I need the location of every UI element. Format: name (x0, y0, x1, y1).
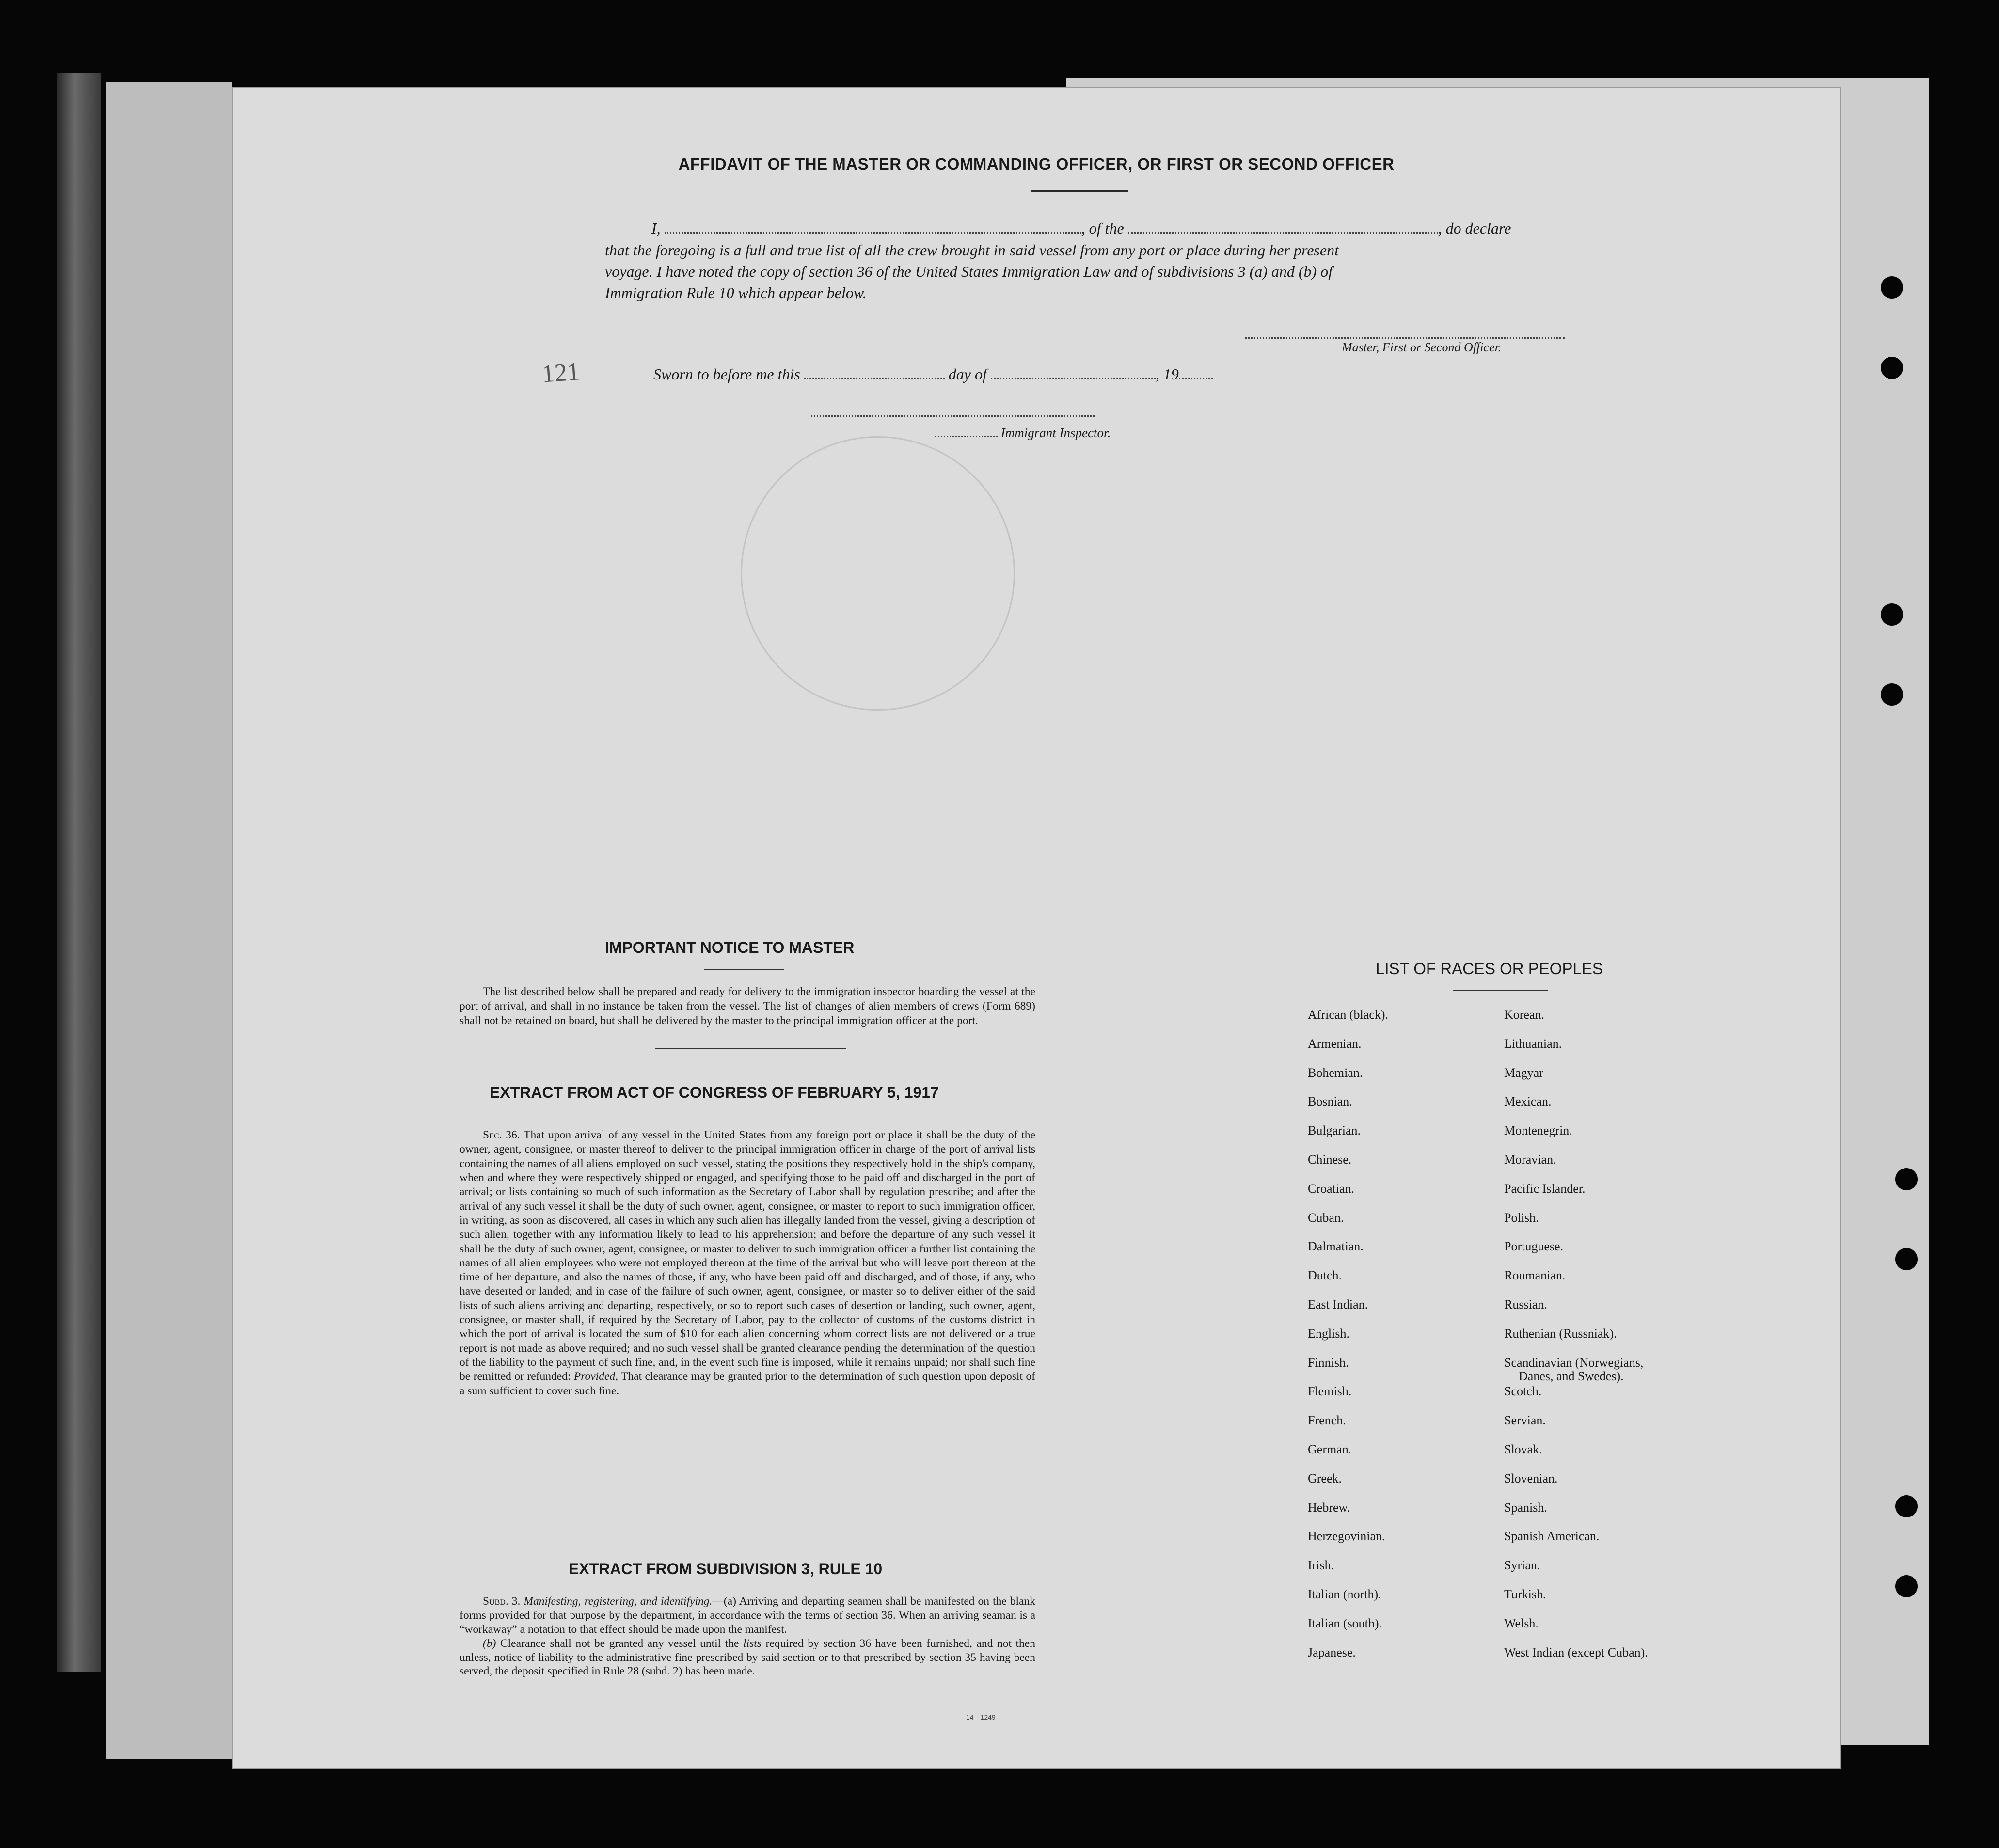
affidavit-line-1 (651, 220, 1511, 237)
form-number: 14—1249 (966, 1713, 996, 1721)
race-item: Dutch. (1308, 1268, 1342, 1283)
race-item: Servian. (1504, 1413, 1546, 1428)
race-item: Flemish. (1308, 1384, 1352, 1399)
notice-rule (704, 969, 784, 970)
binder-hole (1881, 683, 1903, 706)
notice-paragraph: The list described below shall be prepared and ready for delivery to the immigration inspector boarding the vessel at the port of arrival, and shall in no instance be taken from the vessel. The list of changes of alien members of crews (Form 689) shall not be retained on board, but shall be delivered by the master to the principal immigration officer at the port. (460, 985, 1035, 1027)
race-item: Armenian. (1308, 1036, 1362, 1051)
rule-paragraph-a (460, 1595, 1035, 1637)
race-item: Hebrew. (1308, 1500, 1350, 1515)
section-rule-1 (655, 1048, 846, 1049)
race-item: Scotch. (1504, 1384, 1542, 1399)
act-sec-label: Sec. 36. (483, 1129, 520, 1141)
master-signature-line[interactable] (1245, 337, 1565, 339)
act-paragraph (460, 1128, 1035, 1398)
vessel-name-field[interactable] (1128, 222, 1438, 234)
race-item: Russian. (1504, 1297, 1547, 1311)
binder-hole (1895, 1248, 1918, 1270)
affidavit-line-2: that the foregoing is a full and true list of all the crew brought in said vessel from any port or place during her present (605, 241, 1339, 259)
race-item: Herzegovinian. (1308, 1529, 1385, 1544)
inspector-line (935, 426, 1111, 441)
race-item: Welsh. (1504, 1616, 1539, 1630)
title-rule (1031, 190, 1128, 192)
rule-paragraph-b (460, 1637, 1035, 1679)
film-edge (57, 73, 101, 1672)
rule-a-text: Arriving and departing seamen shall be manifested on the blank forms provided for that purpose by the department, in accordance with the terms of section 36. When an arriving seaman is a “workaway” a notation to that effect should be made upon the manifest. (460, 1595, 1036, 1636)
act-body-end: That clearance may be granted prior to the determination of such question upon deposit of a sum sufficient to cover such fine. (460, 1370, 1035, 1397)
race-item: Croatian. (1308, 1181, 1355, 1196)
notice-text (460, 985, 1035, 1028)
race-item: Magyar (1504, 1065, 1543, 1080)
race-item: Bohemian. (1308, 1065, 1363, 1080)
inspector-label: Immigrant Inspector. (1000, 426, 1111, 440)
race-item: Slovak. (1504, 1442, 1542, 1456)
race-item: Bulgarian. (1308, 1123, 1361, 1138)
rule-title: EXTRACT FROM SUBDIVISION 3, RULE 10 (569, 1560, 883, 1578)
race-item: Chinese. (1308, 1153, 1352, 1167)
race-item: Turkish. (1504, 1587, 1546, 1601)
race-item: Ruthenian (Russniak). (1504, 1326, 1617, 1341)
race-item: Irish. (1308, 1558, 1334, 1573)
race-item: English. (1308, 1326, 1349, 1341)
race-item: Spanish American. (1504, 1529, 1600, 1544)
race-item: Lithuanian. (1504, 1036, 1562, 1051)
rule-b-text-1: Clearance shall not be granted any vessel until the (500, 1637, 739, 1650)
race-item: Mexican. (1504, 1094, 1552, 1109)
document-page (232, 87, 1841, 1769)
race-item: Syrian. (1504, 1558, 1540, 1573)
race-item: Japanese. (1308, 1645, 1356, 1659)
inspector-dots (935, 426, 998, 437)
race-item: Dalmatian. (1308, 1239, 1364, 1254)
act-provided: Provided, (573, 1370, 619, 1383)
day-of-label: day of (948, 365, 987, 383)
binder-hole (1881, 603, 1903, 626)
race-item: Spanish. (1504, 1500, 1547, 1515)
binder-hole (1895, 1575, 1918, 1597)
race-item: Moravian. (1504, 1153, 1556, 1167)
affiant-label: I, (651, 220, 661, 237)
affidavit-line-4: Immigration Rule 10 which appear below. (605, 284, 867, 301)
binder-hole (1881, 357, 1903, 379)
race-item: Italian (south). (1308, 1616, 1382, 1630)
rule-b-label: (b) (483, 1637, 496, 1650)
binder-hole (1895, 1168, 1918, 1190)
of-the-label: , of the (1081, 220, 1124, 237)
notice-title: IMPORTANT NOTICE TO MASTER (605, 939, 855, 956)
rule-a-label: —(a) (712, 1595, 736, 1608)
year-label: , 19 (1155, 365, 1179, 383)
race-item: Italian (north). (1308, 1587, 1381, 1601)
rule-text (460, 1595, 1035, 1678)
race-item: Bosnian. (1308, 1094, 1352, 1109)
race-item: Finnish. (1308, 1355, 1349, 1370)
race-item: Montenegrin. (1504, 1123, 1572, 1138)
binder-hole (1895, 1495, 1918, 1517)
faded-stamp (741, 436, 1015, 711)
races-title: LIST OF RACES OR PEOPLES (1376, 960, 1603, 978)
sworn-year-field[interactable] (1179, 368, 1213, 379)
rule-b-lists: lists (743, 1637, 762, 1650)
declare-label: , do declare (1438, 220, 1511, 237)
race-item: Roumanian. (1504, 1268, 1566, 1283)
rule-subd-label: Subd. 3. (483, 1595, 521, 1608)
inspector-signature-line[interactable] (811, 415, 1095, 417)
sworn-label: Sworn to before me this (653, 365, 800, 383)
race-item: Greek. (1308, 1471, 1342, 1485)
race-item: German. (1308, 1442, 1352, 1456)
sworn-line (653, 365, 1213, 383)
race-item: French. (1308, 1413, 1346, 1428)
rule-subd-heading: Manifesting, registering, and identifying. (524, 1595, 713, 1608)
act-text (460, 1128, 1035, 1398)
rule-b-text-2: required by section 36 have been furnished, and not then unless, notice of liability to the administrative fine prescribed by said section or to that prescribed by section 35 having been served, the deposit specified in Rule 28 (subd. 2) has been made. (460, 1637, 1035, 1678)
sworn-month-field[interactable] (991, 368, 1156, 379)
race-item: Danes, and Swedes). (1519, 1369, 1624, 1383)
races-rule (1453, 990, 1548, 991)
race-item: Portuguese. (1504, 1239, 1564, 1254)
underlying-page-edge (106, 82, 232, 1759)
act-title: EXTRACT FROM ACT OF CONGRESS OF FEBRUARY 5, 1917 (490, 1084, 939, 1101)
race-item: Korean. (1504, 1008, 1545, 1022)
race-item: East Indian. (1308, 1297, 1368, 1311)
affiant-name-field[interactable] (665, 222, 1081, 234)
affidavit-title: AFFIDAVIT OF THE MASTER OR COMMANDING OFFICER, OR FIRST OR SECOND OFFICER (678, 155, 1395, 173)
master-signature-label: Master, First or Second Officer. (1342, 340, 1502, 354)
affidavit-line-3: voyage. I have noted the copy of section 36 of the United States Immigration Law and of subdivisions 3 (a) and (b) of (605, 263, 1333, 280)
race-item: Cuban. (1308, 1210, 1344, 1225)
race-item: Slovenian. (1504, 1471, 1558, 1485)
binder-hole (1881, 276, 1903, 299)
race-item: West Indian (except Cuban). (1504, 1645, 1648, 1659)
race-item: Polish. (1504, 1210, 1539, 1225)
race-item: Scandinavian (Norwegians, (1504, 1355, 1644, 1370)
handwritten-page-number: 121 (541, 358, 581, 388)
act-body: That upon arrival of any vessel in the United States from any foreign port or place it shall be the duty of the owner, agent, consignee, or master thereof to deliver to the principal immigration officer in charge of the port of arrival lists containing the names of all aliens employed on such vessel, stating the positions they respectively hold in the ship's company, when and where they were respectively shipped or engaged, and specifying those to be paid off and discharged in the port of arrival; or lists containing so much of such information as the Secretary of Labor shall by regulation prescribe; and after the arrival of any such vessel it shall be the duty of such owner, agent, consignee, or master to report to such immigration officer, in writing, as soon as discovered, all cases in which any such alien has illegally landed from the vessel, giving a description of such alien, together with any information likely to lead to his apprehension; and before the departure of any such vessel it shall be the duty of such owner, agent, consignee, or master to deliver to such immigration officer a further list containing the names of all alien employees who were not employed thereon at the time of the arrival but who will leave port thereon at the time of her departure, and also the names of those, if any, who have been paid off and discharged, and of those, if any, who have deserted or landed; and in case of the failure of such owner, agent, consignee, or master so to deliver either of the said lists of such aliens arriving and departing, respectively, or so to report such cases of desertion or landing, such owner, agent, consignee, or master shall, if required by the Secretary of Labor, pay to the collector of customs of the customs district in which the port of arrival is located the sum of $10 for each alien concerning whom correct lists are not delivered or a true report is not made as above required; and no such vessel shall be granted clearance pending the determination of the question of the liability to the payment of such fine, and, in the event such fine is imposed, while it remains unpaid; nor shall such fine be remitted or refunded: (460, 1129, 1035, 1383)
race-item: African (black). (1308, 1008, 1389, 1022)
race-item: Pacific Islander. (1504, 1181, 1586, 1196)
sworn-day-field[interactable] (804, 368, 945, 379)
